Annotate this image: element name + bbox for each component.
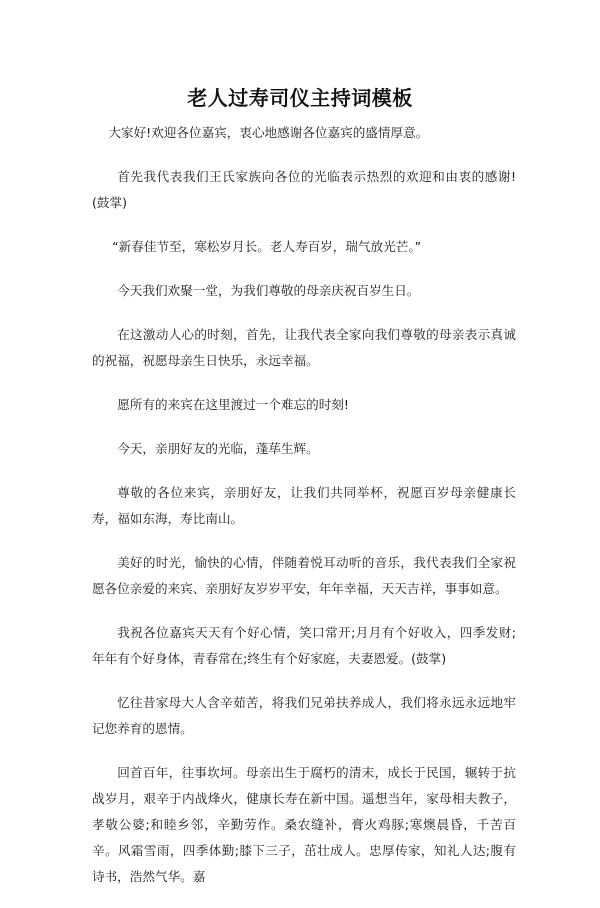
document-title: 老人过寿司仪主持词模板 xyxy=(187,86,413,110)
paragraph-gathering: 今天我们欢聚一堂，为我们尊敬的母亲庆祝百岁生日。 xyxy=(117,283,420,298)
paragraph-toast: 尊敬的各位来宾，亲朋好友，让我们共同举杯，祝愿百岁母亲健康长寿，福如东海，寿比南山。 xyxy=(92,485,516,526)
paragraph-good-wishes: 我祝各位嘉宾天天有个好心情，笑口常开;月月有个好收入，四季发财;年年有个好身体，青春常在;终生有个好家庭，夫妻恩爱。(鼓掌) xyxy=(92,625,516,666)
paragraph-greeting: 大家好!欢迎各位嘉宾，衷心地感谢各位嘉宾的盛情厚意。 xyxy=(108,125,429,140)
paragraph-poem: “新春佳节至，寒松岁月长。老人寿百岁，瑞气放光芒。” xyxy=(112,239,422,254)
document-body xyxy=(92,120,516,908)
paragraph-guests: 今天，亲朋好友的光临，蓬荜生辉。 xyxy=(117,441,319,456)
paragraph-blessing: 在这激动人心的时刻，首先，让我代表全家向我们尊敬的母亲表示真诚的祝福，祝愿母亲生日快乐，永远幸福。 xyxy=(92,327,516,368)
paragraph-gratitude: 忆往昔家母大人含辛茹苦，将我们兄弟扶养成人，我们将永远永远地牢记您养育的恩情。 xyxy=(92,695,516,736)
paragraph-memorable: 愿所有的来宾在这里渡过一个难忘的时刻! xyxy=(117,397,349,412)
paragraph-wishes: 美好的时光，愉快的心情，伴随着悦耳动听的音乐，我代表我们全家祝愿各位亲爱的来宾、亲朋好友岁岁平安，年年幸福，天天吉祥，事事如意。 xyxy=(92,555,516,596)
paragraph-welcome: 首先我代表我们王氏家族向各位的光临表示热烈的欢迎和由衷的感谢!(鼓掌) xyxy=(92,169,516,210)
paragraph-history: 回首百年，往事坎坷。母亲出生于腐朽的清末，成长于民国，辗转于抗战岁月，艰辛于内战烽火，健康长寿在新中国。遥想当年，家母相夫教子，孝敬公婆;和睦乡邻，辛勤劳作。桑农缝补，膏火鸡豚;寒燠晨昏，千苦百辛。风霜雪雨，四季体勤;膝下三子，茁壮成人。忠厚传家，知礼人达;腹有诗书，浩然气华。嘉 xyxy=(92,765,516,884)
